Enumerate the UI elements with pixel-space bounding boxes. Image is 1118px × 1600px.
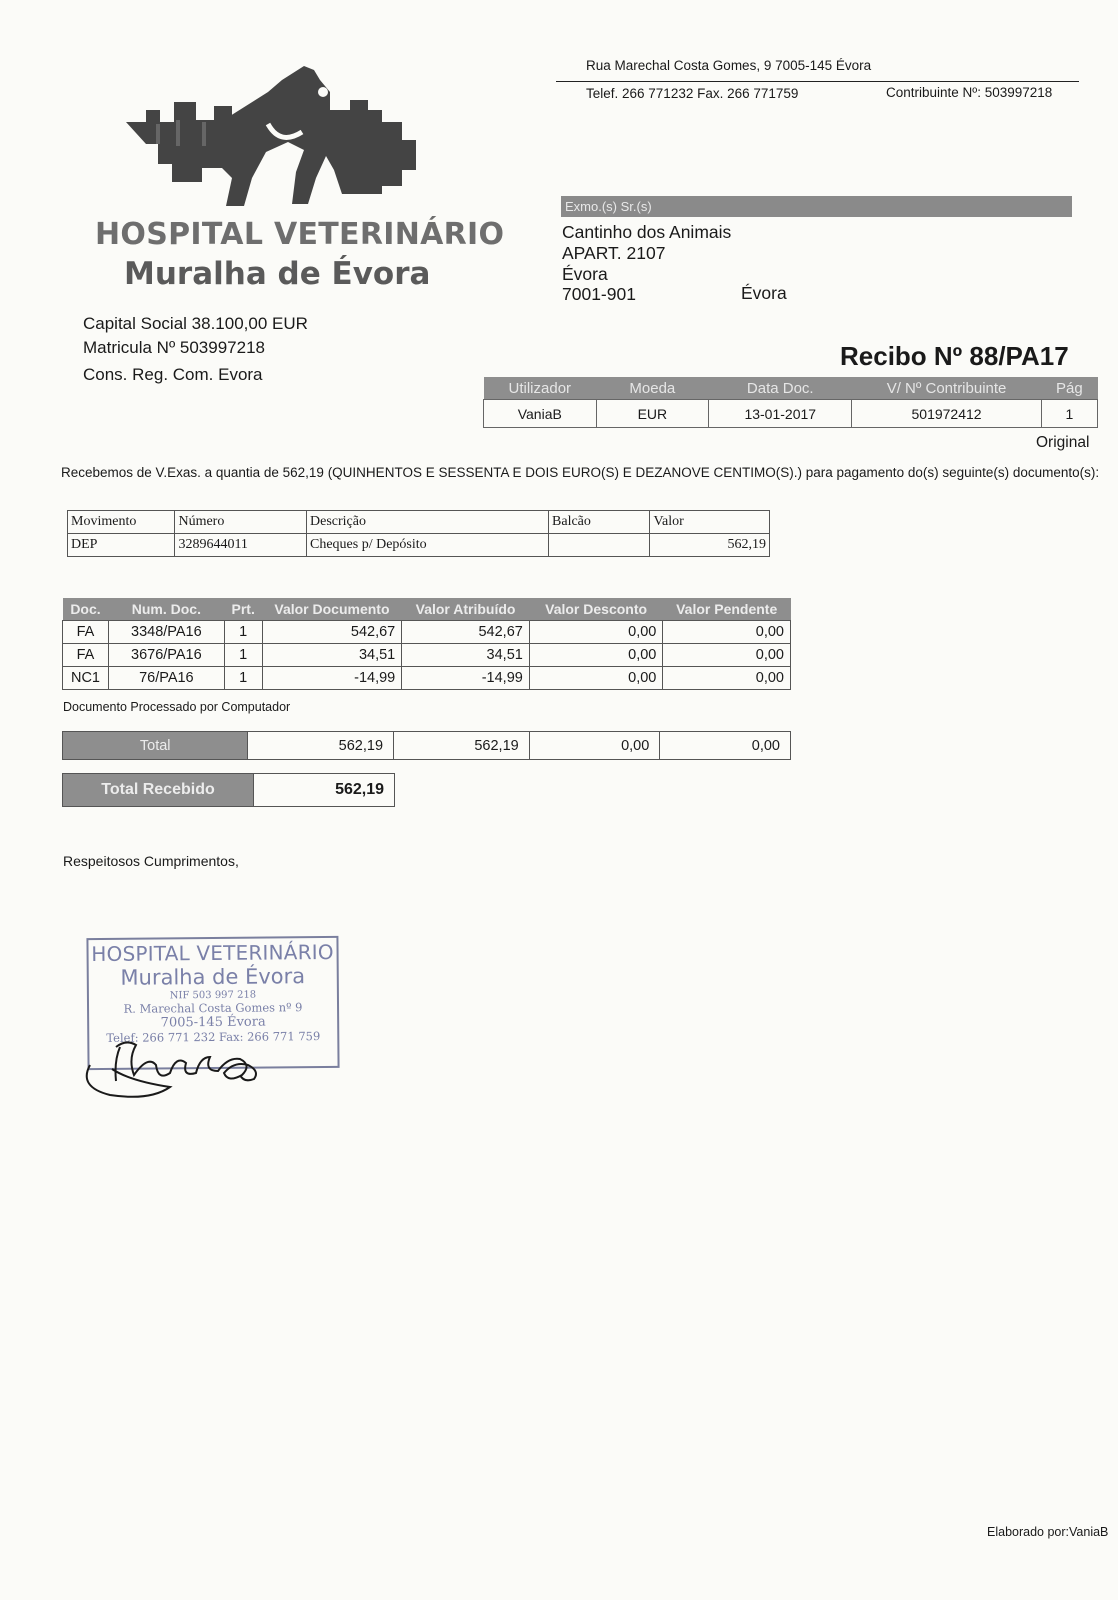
- doc-header: Valor Desconto: [529, 598, 663, 621]
- doc-header: Valor Atribuído: [402, 598, 530, 621]
- info-user: VaniaB: [484, 400, 597, 428]
- total-valor-documento: 562,19: [248, 732, 394, 760]
- info-contribuinte: 501972412: [852, 400, 1041, 428]
- movement-table: [67, 510, 770, 557]
- doc-header: Doc.: [63, 598, 109, 621]
- stamp-line: Muralha de Évora: [120, 964, 306, 990]
- company-address: Rua Marechal Costa Gomes, 9 7005-145 Évora: [586, 58, 872, 73]
- total-received-label: Total Recebido: [63, 774, 254, 807]
- movement-cell: 562,19: [650, 534, 770, 557]
- documents-table: [62, 598, 791, 690]
- doc-pending: 0,00: [663, 667, 791, 690]
- movement-cell: [549, 534, 650, 557]
- movement-header: Número: [175, 511, 307, 534]
- doc-discount: 0,00: [529, 667, 663, 690]
- logo-name-line1: HOSPITAL VETERINÁRIO: [95, 217, 505, 252]
- info-header: Utilizador: [484, 377, 597, 400]
- receipt-info-table: [483, 377, 1098, 428]
- client-header: Exmo.(s) Sr.(s): [561, 196, 1072, 217]
- processed-note: Documento Processado por Computador: [63, 700, 291, 714]
- header-rule: [556, 81, 1079, 82]
- stamp-line: HOSPITAL VETERINÁRIO: [91, 939, 334, 967]
- closing-text: Respeitosos Cumprimentos,: [63, 853, 239, 869]
- doc-value: 34,51: [262, 644, 402, 667]
- table-row: [63, 644, 791, 667]
- info-header: Data Doc.: [709, 377, 852, 400]
- matricula: Matricula Nº 503997218: [83, 338, 265, 357]
- doc-header: Prt.: [224, 598, 262, 621]
- stamp-line: Telef: 266 771 232 Fax: 266 771 759: [106, 1029, 321, 1045]
- doc-number: 3676/PA16: [108, 644, 224, 667]
- receipt-title: Recibo Nº 88/PA17: [840, 341, 1069, 371]
- doc-type: NC1: [63, 667, 109, 690]
- movement-header: Movimento: [68, 511, 175, 534]
- doc-header: Num. Doc.: [108, 598, 224, 621]
- doc-assigned: 34,51: [402, 644, 530, 667]
- doc-discount: 0,00: [529, 621, 663, 644]
- stamp-line: R. Marechal Costa Gomes nº 9: [123, 1000, 303, 1016]
- movement-cell: Cheques p/ Depósito: [307, 534, 549, 557]
- total-received-value: 562,19: [254, 774, 395, 807]
- movement-cell: 3289644011: [175, 534, 307, 557]
- client-postal-code: 7001-901: [562, 284, 636, 304]
- total-valor-atribuido: 562,19: [394, 732, 530, 760]
- client-name: Cantinho dos Animais: [562, 222, 732, 242]
- doc-header: Valor Documento: [262, 598, 402, 621]
- doc-header: Valor Pendente: [663, 598, 791, 621]
- movement-header: Descrição: [307, 511, 549, 534]
- receipt-text: Recebemos de V.Exas. a quantia de 562,19 (QUINHENTOS E SESSENTA E DOIS EURO(S) E DEZANOVE CENTIMO(S).) para pagamento do(s) seguinte(s) documento(s):: [61, 465, 1100, 480]
- doc-type: FA: [63, 644, 109, 667]
- movement-header: Valor: [650, 511, 770, 534]
- doc-prt: 1: [224, 667, 262, 690]
- doc-pending: 0,00: [663, 621, 791, 644]
- doc-prt: 1: [224, 621, 262, 644]
- company-contribuinte: Contribuinte Nº: 503997218: [886, 85, 1053, 100]
- doc-number: 76/PA16: [108, 667, 224, 690]
- capital-social: Capital Social 38.100,00 EUR: [83, 314, 308, 333]
- doc-value: 542,67: [262, 621, 402, 644]
- total-valor-pendente: 0,00: [660, 732, 791, 760]
- table-row: [63, 621, 791, 644]
- info-date: 13-01-2017: [709, 400, 852, 428]
- info-header: Pág: [1041, 377, 1097, 400]
- info-header: V/ Nº Contribuinte: [852, 377, 1041, 400]
- total-label: Total: [63, 732, 248, 760]
- info-currency: EUR: [596, 400, 709, 428]
- company-phone-fax: Telef. 266 771232 Fax. 266 771759: [586, 86, 799, 101]
- doc-type: FA: [63, 621, 109, 644]
- total-received-table: [62, 773, 395, 807]
- table-row: [63, 667, 791, 690]
- cons-reg-com: Cons. Reg. Com. Evora: [83, 365, 263, 384]
- doc-assigned: -14,99: [402, 667, 530, 690]
- footer-prepared-by: Elaborado por:VaniaB: [987, 1525, 1109, 1539]
- totals-table: [62, 731, 791, 760]
- copy-label: Original: [1036, 434, 1090, 451]
- stamp-line: NIF 503 997 218: [169, 989, 257, 1002]
- doc-assigned: 542,67: [402, 621, 530, 644]
- total-valor-desconto: 0,00: [529, 732, 660, 760]
- movement-header: Balcão: [549, 511, 650, 534]
- stamp-line: 7005-145 Évora: [160, 1014, 266, 1031]
- client-city: Évora: [562, 264, 608, 284]
- client-postal-city: Évora: [741, 283, 787, 303]
- movement-cell: DEP: [68, 534, 175, 557]
- doc-prt: 1: [224, 644, 262, 667]
- hospital-logo-icon: [118, 62, 438, 212]
- doc-discount: 0,00: [529, 644, 663, 667]
- info-page: 1: [1041, 400, 1097, 428]
- logo-name-line2: Muralha de Évora: [124, 256, 431, 292]
- info-header: Moeda: [596, 377, 709, 400]
- client-address-line: APART. 2107: [562, 243, 666, 263]
- signature-icon: [80, 1025, 320, 1105]
- doc-number: 3348/PA16: [108, 621, 224, 644]
- doc-value: -14,99: [262, 667, 402, 690]
- doc-pending: 0,00: [663, 644, 791, 667]
